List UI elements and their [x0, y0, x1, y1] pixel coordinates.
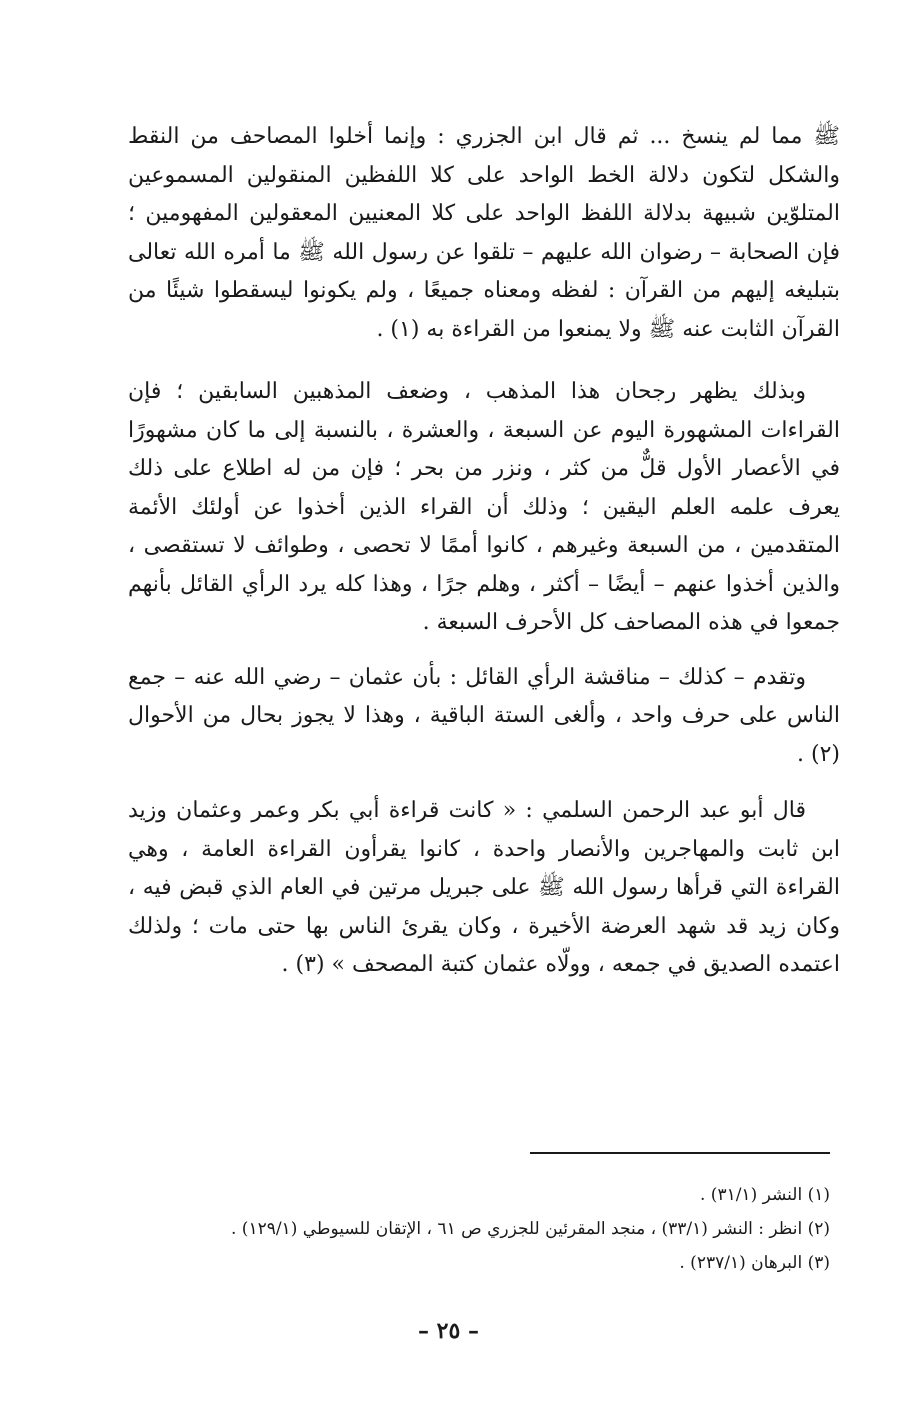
- footnote-2: (٢) انظر : النشر (٣٣/١) ، منجد المقرئين للجزري ص ٦١ ، الإتقان للسيوطي (١٢٩/١) .: [230, 1219, 830, 1239]
- paragraph-1: ﷺ مما لم ينسخ ... ثم قال ابن الجزري : وإنما أخلوا المصاحف من النقط والشكل لتكون دلالة الخط الواحد على كلا اللفظين المنقولين المسموعين المتلوّين شبيهة بدلالة اللفظ الواحد على كلا المعنيين المعقولين المفهومين ؛ فإن الصحابة – رضوان الله عليهم – تلقوا عن رسول الله ﷺ ما أمره الله تعالى بتبليغه إليهم من القرآن : لفظه ومعناه جميعًا ، ولم يكونوا ليسقطوا شيئًا من القرآن الثابت عنه ﷺ ولا يمنعوا من القراءة به (١) .: [128, 124, 840, 342]
- paragraph-3: وتقدم – كذلك – مناقشة الرأي القائل : بأن عثمان – رضي الله عنه – جمع الناس على حرف واحد ، وألغى الستة الباقية ، وهذا لا يجوز بحال من الأحوال (٢) .: [128, 664, 840, 767]
- paragraph-2: وبذلك يظهر رجحان هذا المذهب ، وضعف المذهبين السابقين ؛ فإن القراءات المشهورة اليوم عن السبعة ، والعشرة ، بالنسبة إلى ما كان مشهورًا في الأعصار الأول قلٌّ من كثر ، ونزر من بحر ؛ فإن من له اطلاع على ذلك يعرف علمه العلم اليقين ؛ وذلك أن القراء الذين أخذوا عن أولئك الأئمة المتقدمين ، من السبعة وغيرهم ، كانوا أممًا لا تحصى ، وطوائف لا تستقصى ، والذين أخذوا عنهم – أيضًا – أكثر ، وهلم جرًا ، وهذا كله يرد الرأي القائل بأنهم جمعوا في هذه المصاحف كل الأحرف السبعة .: [128, 379, 840, 635]
- main-text: [128, 118, 840, 985]
- footnote-divider: [530, 1152, 830, 1154]
- paragraph-4: قال أبو عبد الرحمن السلمي : « كانت قراءة أبي بكر وعمر وعثمان وزيد ابن ثابت والمهاجرين والأنصار واحدة ، كانوا يقرأون القراءة العامة ، وهي القراءة التي قرأها رسول الله ﷺ على جبريل مرتين في العام الذي قبض فيه ، وكان زيد قد شهد العرضة الأخيرة ، وكان يقرئ الناس بها حتى مات ؛ ولذلك اعتمده الصديق في جمعه ، وولّاه عثمان كتبة المصحف » (٣) .: [128, 798, 840, 977]
- page-number: – ٢٥ –: [418, 1318, 479, 1344]
- footnotes: [130, 1178, 830, 1280]
- footnote-1: (١) النشر (٣١/١) .: [699, 1185, 830, 1205]
- footnote-3: (٣) البرهان (٢٣٧/١) .: [679, 1253, 830, 1273]
